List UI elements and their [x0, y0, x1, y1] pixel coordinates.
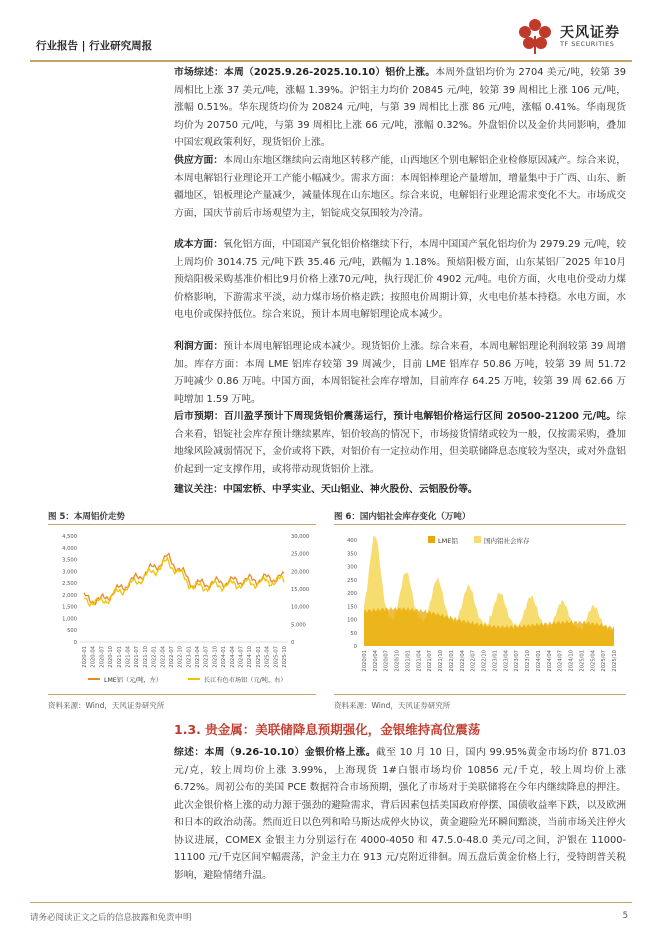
fig5-left-tick: 2,500 — [62, 581, 77, 588]
fig6-y-tick: 350 — [347, 551, 357, 558]
fig5-left-tick: 0 — [73, 640, 77, 646]
fig5-x-tick: 2023-04 — [195, 646, 202, 668]
fig5-chart — [48, 528, 318, 686]
fig5-x-tick: 2025-01 — [255, 646, 262, 668]
fig6-x-tick: 2025/10 — [612, 650, 618, 672]
fig6-x-tick: 2021/07 — [427, 650, 434, 672]
fig5-right-tick: 15,000 — [291, 587, 310, 593]
fig6-x-tick: 2025/04 — [590, 650, 597, 672]
fig5-right-tick: 10,000 — [291, 604, 310, 611]
fig6-x-tick: 2022/01 — [448, 650, 455, 672]
fig6-x-tick: 2021/10 — [438, 650, 445, 672]
profit-body: 预计本周电解铝理论成本减少。现货铝价上涨。综合来看，本周电解铝理论利润较第 39 周增加。库存方面：本周 LME 铝库存较第 39 周减少，目前 LME 铝库存 50.86 万吨，较第 39 周 51.72 万吨减少 0.86 万吨。中国方面，本周铝锭社会库存增加，目前库存 64.25 万吨，较第 39 周 62.66 万吨增加 1.59 万吨。 — [174, 341, 626, 405]
outlook-lead: 后市预期：百川盈孚预计下周现货铝价震荡运行，预计电解铝价格运行区间 20500-21200 元/吨。 — [174, 411, 617, 422]
fig5-right-tick: 25,000 — [291, 551, 310, 558]
company-logo — [514, 16, 632, 56]
fig5-left-tick: 3,500 — [62, 557, 77, 564]
logo-en-text: TF SECURITIES — [560, 40, 615, 48]
precious-lead: 综述：本周（9.26-10.10）金银价格上涨。 — [174, 747, 376, 758]
page-header — [30, 0, 632, 62]
fig6-legend-dom: 国内铝社会库存 — [484, 537, 530, 545]
fig6-x-tick: 2024/01 — [535, 650, 542, 672]
fig5-left-tick: 1,000 — [62, 616, 77, 623]
fig6-x-tick: 2022/10 — [481, 650, 488, 672]
recommendation-text: 建议关注：中国宏桥、中孚实业、天山铝业、神火股份、云铝股份等。 — [174, 484, 478, 495]
market-summary-lead: 市场综述：本周（2025.9.26-2025.10.10）铝价上涨。 — [174, 67, 436, 78]
fig5-x-tick: 2021-07 — [134, 646, 141, 668]
fig5-x-tick: 2024-04 — [229, 646, 236, 668]
fig5-right-axis — [291, 534, 309, 646]
fig6-x-tick: 2024/07 — [557, 650, 564, 672]
fig5-left-tick: 500 — [67, 628, 77, 635]
fig6-x-tick: 2024/04 — [546, 650, 553, 672]
fig5-right-tick: 0 — [291, 640, 295, 646]
fig5-left-tick: 4,000 — [62, 545, 77, 552]
fig6-x-tick: 2023/01 — [492, 650, 499, 672]
fig5-x-tick: 2023-10 — [212, 646, 219, 668]
fig5-x-tick: 2022-07 — [168, 646, 175, 668]
report-type: 行业报告 | 行业研究周报 — [36, 40, 153, 52]
fig5-x-tick: 2024-01 — [221, 646, 228, 668]
fig5-left-axis — [62, 534, 77, 646]
page-footer — [30, 902, 632, 926]
fig6-x-axis — [362, 649, 618, 671]
supply-lead: 供应方面： — [174, 155, 224, 166]
fig6-x-tick: 2020/07 — [383, 650, 390, 672]
fig5-x-tick: 2025-04 — [264, 646, 271, 668]
fig6-y-tick: 400 — [347, 538, 357, 544]
logo-cn-text: 天风证券 — [560, 25, 620, 41]
fig5-left-tick: 1,500 — [62, 604, 77, 611]
fig5-x-tick: 2020-10 — [108, 646, 115, 668]
disclaimer-note: 请务必阅读正文之后的信息披露和免责申明 — [30, 913, 192, 923]
fig5-left-tick: 2,000 — [62, 592, 77, 599]
fig6-title: 图 6：国内铝社会库存变化（万吨） — [334, 512, 471, 522]
fig5-source: 资料来源：Wind，天风证券研究所 — [48, 701, 165, 710]
fig5-x-tick: 2025-07 — [273, 646, 280, 668]
outlook-section — [174, 408, 626, 478]
fig6-rule — [334, 524, 626, 525]
fig5-x-tick: 2022-10 — [177, 646, 184, 668]
supply-body: 本周山东地区继续向云南地区转移产能，山西地区个别电解铝企业检修原因减产。综合来说，本周电解铝行业理论开工产能小幅减少。需求方面：本周铝棒理论产量增加，增量集中于广西、山东、新疆地区，铝板理论产量减少，减量体现在山东地区。综合来说，电解铝行业理论需求变化不大。市场成交方面，国庆节前后市场观望为主，铝锭成交氛围较为冷清。 — [174, 155, 627, 219]
outlook-body: 综合来看，铝锭社会库存预计继续累库，铝价较高的情况下，市场接货情绪或较为一般，仅按需采购，叠加地缘风险减弱情况下，金价或将下跌，对铝价有一定拉动作用，但美联储降息态度较为坚决，或对外盘铝价起到一定支撑作用，或将带动现货铝价上涨。 — [174, 411, 626, 475]
fig6-x-tick: 2025/07 — [601, 650, 608, 672]
fig6-y-tick: 150 — [347, 604, 357, 611]
recommendation — [174, 481, 626, 499]
page-number: 5 — [622, 911, 628, 921]
fig5-x-tick: 2021-10 — [142, 646, 149, 668]
fig5-x-tick: 2020-01 — [82, 646, 88, 668]
fig5-left-tick: 3,000 — [62, 569, 77, 576]
fig6-x-tick: 2022/07 — [470, 650, 477, 672]
fig5-right-tick: 20,000 — [291, 569, 310, 576]
fig6-y-axis — [347, 538, 357, 650]
fig5-legend-lme: LME铝（元/吨，左） — [104, 677, 163, 684]
fig6-x-tick: 2023/04 — [503, 650, 510, 672]
fig5-x-tick: 2024-10 — [247, 646, 254, 668]
fig6-source: 资料来源：Wind，天风证券研究所 — [334, 701, 451, 710]
fig6-chart — [334, 528, 626, 686]
fig5-x-tick: 2021-04 — [125, 646, 132, 668]
fig6-x-tick: 2020/01 — [362, 650, 368, 672]
fig6-y-tick: 200 — [347, 591, 357, 597]
fig6-x-tick: 2020/04 — [372, 650, 379, 672]
fig5-cj-series — [84, 558, 284, 606]
fig5-title: 图 5：本周铝价走势 — [48, 512, 125, 522]
section-title: 1.3. 贵金属：美联储降息预期强化，金银维持高位震荡 — [174, 722, 481, 737]
fig6-x-tick: 2024/10 — [568, 650, 575, 672]
fig6-x-tick: 2021/04 — [416, 650, 423, 672]
supply-section — [174, 152, 626, 222]
fig6-x-tick: 2021/01 — [405, 650, 412, 672]
cost-section — [174, 236, 626, 324]
fig5-x-tick: 2020-04 — [90, 646, 97, 668]
fig5-x-tick: 2023-01 — [186, 646, 193, 668]
fig5-x-tick: 2022-01 — [151, 646, 158, 668]
precious-body: 截至 10 月 10 日，国内 99.95%黄金市场均价 871.03 元/克，较上周均价上涨 3.99%，上海现货 1#白银市场均价 10856 元/千克，较上周均价上涨 6.72%。周初公布的美国 PCE 数据符合市场预期，强化了市场对于美联储将在今年内继续降息的押注。此次金银价格上涨的动力源于强劲的避险需求，背后因素包括美国政府停摆、国债收益率下跌，以及欧洲和日本的政治动荡。然而近日以色列和哈马斯达成停火协议，黄金避险光环瞬间黯淡，当前市场关注停火协议进展，COMEX 金银主力分别运行在 4000-4050 和 47.5.0-48.0 美元/司之间，沪银在 11000-11100 元/千克区间窄幅震荡，沪金主力在 913 元/克附近徘徊。周五盘后黄金价格上行，受特朗普关税影响，避险情绪升温。 — [174, 747, 626, 881]
fig6-x-tick: 2022/04 — [459, 650, 466, 672]
fig6-lme-area — [364, 607, 614, 646]
fig6-y-tick: 300 — [347, 564, 357, 571]
fig6-x-tick: 2025/01 — [579, 650, 586, 672]
fig5-right-tick: 5,000 — [291, 622, 306, 629]
fig5-legend-cj: 长江有色市场铝（元/吨，右） — [204, 677, 287, 684]
profit-lead: 利润方面： — [174, 341, 224, 352]
fig5-x-axis — [82, 645, 288, 667]
fig5-x-tick: 2022-04 — [160, 646, 167, 668]
fig6-y-tick: 50 — [350, 630, 357, 637]
fig5-x-tick: 2023-07 — [203, 646, 210, 668]
fig6-y-tick: 250 — [347, 577, 357, 584]
fig5-left-tick: 4,500 — [62, 534, 77, 540]
fig6-x-tick: 2020/10 — [394, 650, 401, 672]
logo-flower-icon — [514, 16, 556, 56]
fig6-legend-lme: LME铝 — [438, 537, 458, 545]
market-summary — [174, 64, 626, 152]
fig6-x-tick: 2023/07 — [514, 650, 521, 672]
fig5-rule — [48, 524, 316, 525]
fig5-x-tick: 2021-01 — [116, 646, 123, 668]
profit-section — [174, 338, 626, 408]
cost-body: 氧化铝方面，中国国产氧化铝价格继续下行，本周中国国产氧化铝均价为 2979.29 元/吨，较上周均价 3014.75 元/吨下跌 35.46 元/吨，跌幅为 1.18%。预焙阳极方面，山东某铝厂2025 年10月预焙阳极采购基准价相比9月价格上涨70元/吨，执行现汇价 4902 元/吨。电价方面，火电电价受动力煤价格影响，下游需求平淡，动力煤市场价格走跌；按照电价周期计算，火电电价基本持稳。水电方面，水电电价或保持低位。综合来说，预计本周电解铝理论成本减少。 — [174, 239, 627, 320]
fig6-legend-dom-swatch — [474, 536, 481, 543]
fig6-legend-lme-swatch — [428, 536, 435, 543]
fig5-right-tick: 30,000 — [291, 534, 310, 540]
precious-summary — [174, 744, 626, 884]
fig5-x-tick: 2020-07 — [99, 646, 106, 668]
fig5-bottom-rule — [48, 694, 316, 695]
fig6-y-tick: 0 — [353, 644, 357, 650]
fig6-y-tick: 100 — [347, 617, 357, 624]
fig5-x-tick: 2025-10 — [282, 646, 288, 668]
fig6-bottom-rule — [334, 694, 626, 695]
fig5-x-tick: 2024-07 — [238, 646, 245, 668]
cost-lead: 成本方面： — [174, 239, 224, 250]
market-summary-body: 本周外盘铝均价为 2704 美元/吨，较第 39 周相比上涨 37 美元/吨，涨幅 1.39%。沪铝主力均价 20845 元/吨，较第 39 周相比上涨 106 元/吨，涨幅 0.51%。华东现货均价为 20824 元/吨，与第 39 周相比上涨 86 元/吨，涨幅 0.41%。华南现货均价为 20750 元/吨，与第 39 周相比上涨 66 元/吨，涨幅 0.32%。外盘铝价以及金价共同影响，叠加中国宏观政策利好，现货铝价上涨。 — [174, 67, 627, 148]
fig6-x-tick: 2023/10 — [525, 650, 532, 672]
